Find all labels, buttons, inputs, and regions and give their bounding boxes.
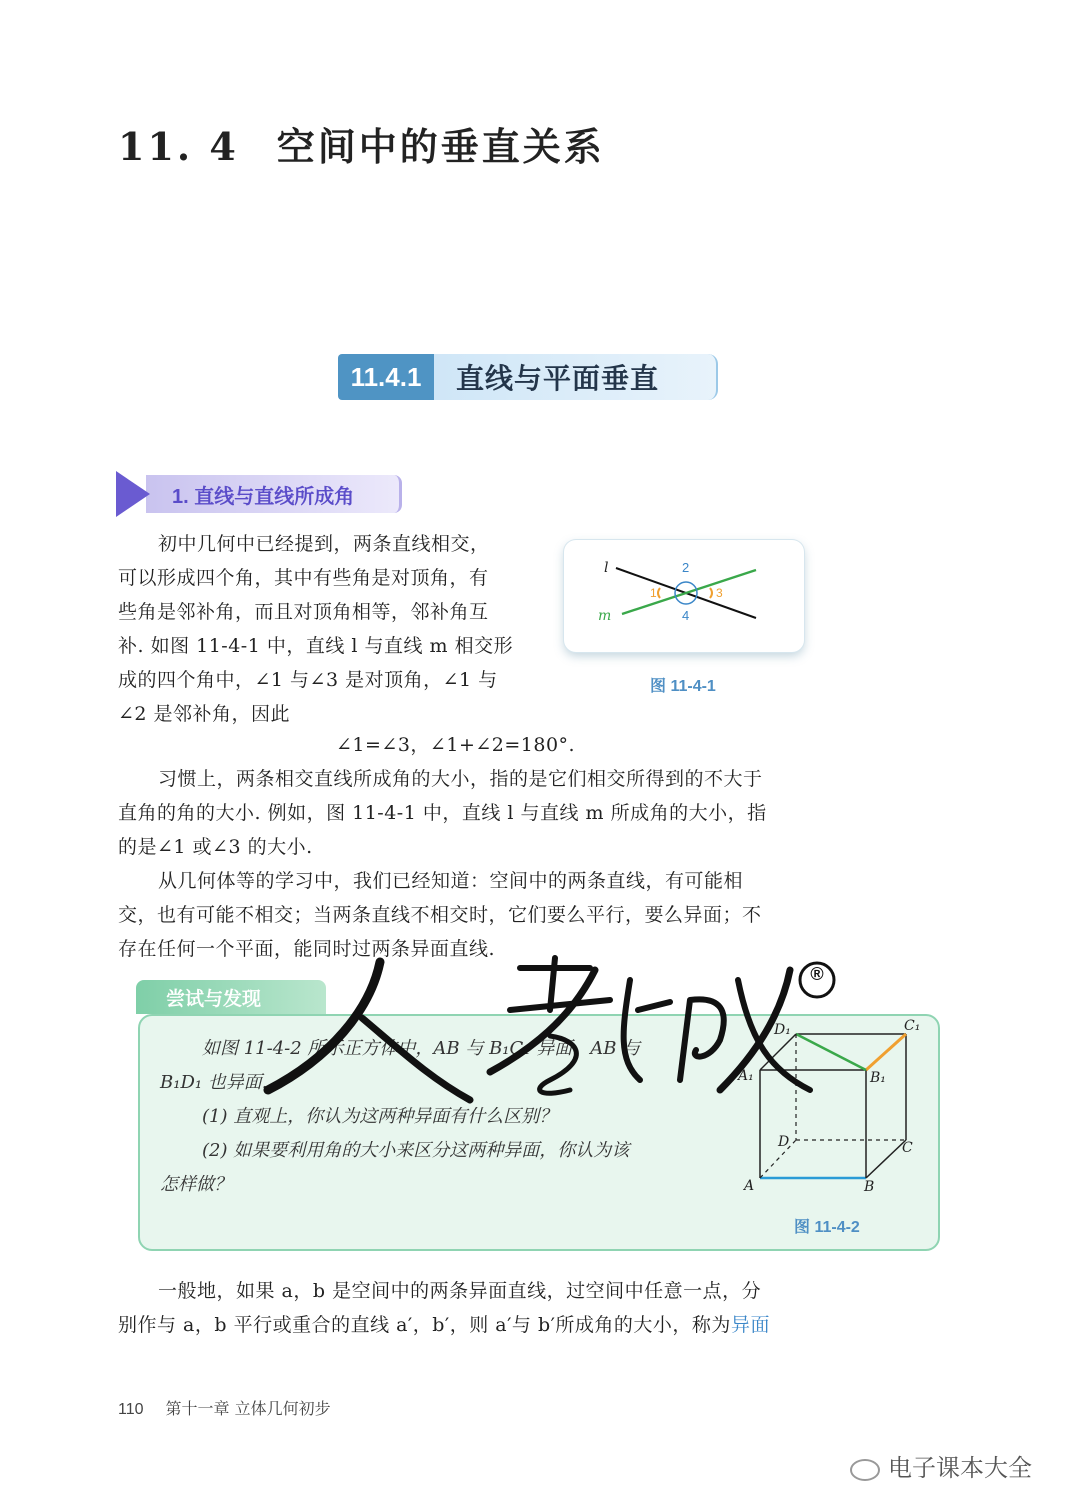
highlight-term: 异面 — [730, 1314, 770, 1336]
formula: ∠1=∠3，∠1+∠2=180°. — [336, 734, 576, 756]
edge-B1C1 — [866, 1034, 906, 1070]
text-line: B₁D₁ 也异面. — [160, 1072, 268, 1093]
text-line-with-highlight — [118, 1308, 770, 1342]
brand-name: 电子课本大全 — [888, 1455, 1032, 1482]
text-line: 直角的角的大小. 例如，图 11-4-1 中，直线 l 与直线 m 所成角的大小，指 — [118, 802, 767, 824]
page-footer — [118, 1396, 331, 1419]
vertex-A: A — [744, 1178, 755, 1194]
vertex-B1: B₁ — [870, 1070, 886, 1086]
vertex-B: B — [864, 1179, 875, 1195]
subsection-title: 1. 直线与直线所成角 — [146, 475, 402, 513]
figure-intersecting-lines — [564, 540, 804, 652]
text-line: 初中几何中已经提到，两条直线相交， — [158, 533, 490, 555]
vertex-C1: C₁ — [904, 1018, 921, 1034]
text-line: 习惯上，两条相交直线所成角的大小，指的是它们相交所得到的不大于 — [158, 768, 763, 790]
label-angle-1: 1 — [650, 586, 657, 600]
text-line: 的是∠1 或∠3 的大小. — [118, 836, 313, 858]
watermark — [250, 940, 870, 1110]
text-line: (1) 直观上，你认为这两种异面有什么区别？ — [202, 1106, 558, 1127]
play-arrow-icon — [116, 471, 150, 517]
text-line: 补. 如图 11-4-1 中，直线 l 与直线 m 相交形 — [118, 635, 514, 657]
subsection-heading — [116, 471, 402, 517]
text-line: 些角是邻补角，而且对顶角相等，邻补角互 — [118, 601, 489, 623]
label-m: m — [598, 608, 612, 624]
label-angle-3: 3 — [716, 586, 723, 600]
try-discover-tab: 尝试与发现 — [136, 980, 326, 1014]
text-line: 存在任何一个平面，能同时过两条异面直线. — [118, 938, 496, 960]
vertex-C: C — [902, 1140, 913, 1156]
text-line: 一般地，如果 a，b 是空间中的两条异面直线，过空间中任意一点，分 — [158, 1280, 762, 1302]
section-heading — [338, 354, 718, 400]
text-line: (2) 如果要利用角的大小来区分这两种异面，你认为该 — [202, 1140, 630, 1161]
watermark-calligraphy-icon — [250, 940, 870, 1110]
cube-figure-caption: 图 11-4-2 — [794, 1219, 860, 1236]
chapter-heading — [118, 116, 605, 171]
angle-1-arc — [658, 588, 660, 598]
footer-chapter: 第十一章 立体几何初步 — [165, 1399, 331, 1418]
text-line: 成的四个角中，∠1 与∠3 是对顶角，∠1 与 — [118, 669, 498, 691]
vertex-D: D — [778, 1134, 790, 1150]
text-line: 可以形成四个角，其中有些角是对顶角，有 — [118, 567, 489, 589]
label-angle-2: 2 — [682, 560, 690, 575]
section-number: 11.4.1 — [338, 354, 434, 400]
wechat-icon — [850, 1459, 880, 1481]
paragraph-angle-convention — [118, 762, 767, 864]
chapter-number: 11. 4 — [118, 124, 239, 169]
section-title: 直线与平面垂直 — [434, 354, 718, 400]
chapter-title: 空间中的垂直关系 — [276, 124, 605, 169]
edge-BC — [866, 1140, 906, 1178]
paragraph-intro — [118, 527, 513, 731]
vertex-D1: D₁ — [774, 1022, 791, 1038]
label-angle-4: 4 — [682, 608, 690, 623]
text-line: ∠2 是邻补角，因此 — [118, 703, 291, 725]
text-line: 如图 11-4-2 所示正方体中，AB 与 B₁C₁ 异面，AB 与 — [202, 1038, 641, 1059]
text-line: 交，也有可能不相交；当两条直线不相交时，它们要么平行，要么异面；不 — [118, 904, 762, 926]
label-l: l — [604, 560, 609, 576]
paragraph-skew-angle-definition — [118, 1274, 770, 1342]
page-number: 110 — [118, 1401, 144, 1418]
text-line: 怎样做？ — [160, 1174, 232, 1195]
figure-caption: 图 11-4-1 — [650, 678, 716, 695]
registered-mark: ® — [810, 964, 824, 984]
angle-3-arc — [710, 588, 712, 598]
source-brand — [850, 1448, 1032, 1483]
intersecting-lines-diagram — [564, 540, 804, 652]
vertex-A1: A₁ — [738, 1068, 754, 1084]
text-line: 从几何体等的学习中，我们已经知道：空间中的两条直线，有可能相 — [158, 870, 744, 892]
text-line: 别作与 a，b 平行或重合的直线 a′，b′，则 a′与 b′所成角的大小，称为 — [118, 1314, 731, 1336]
